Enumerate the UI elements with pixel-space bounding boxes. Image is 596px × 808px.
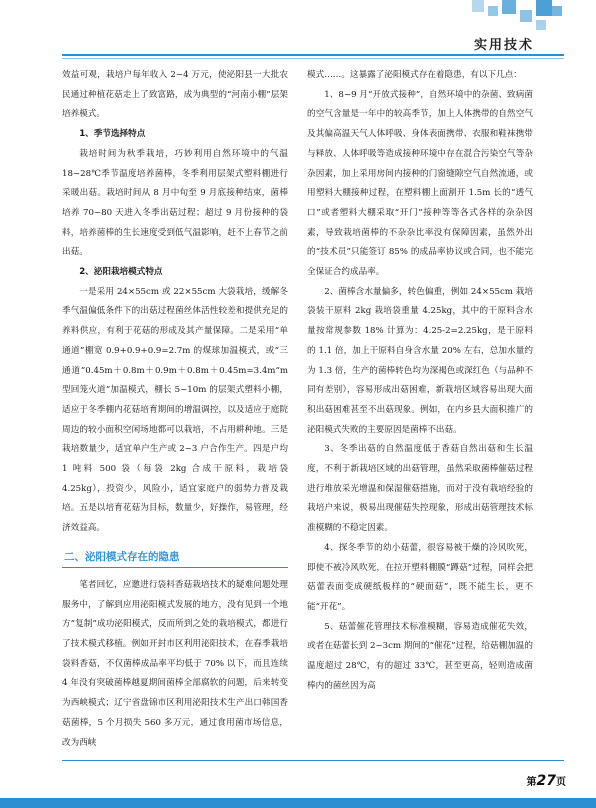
page-prefix: 第 bbox=[526, 777, 537, 788]
footer-divider bbox=[62, 760, 564, 761]
header-divider-thin bbox=[62, 58, 564, 59]
left-paragraph-3: 一是采用 24×55cm 或 22×55cm 大袋栽培，缓解冬季气温偏低条件下的出菇过程菌丝体活性较差和提供充足的养料供应，有利于花菇的形成及其产量保障。二是采用“单通道”棚宽 0.9+0.9+0.9=2.7m 的煤球加温模式，或“三通道”0.45m＋0.8m＋0.9m＋0.8m＋0.45m=3.4m“m 型回笼火道”加温模式，棚长 5~10m 的层架式塑料小棚，适应于冬季棚内花菇培育期间的增温调控，以及适应于庭院周边的较小面积空闲场地都可以栽培，不占用耕种地。三是栽培数量少，适宜单户生产或 2~3 户合作生产。四是户均 1 吨料 500 袋（每袋 2kg 合成干原料，栽培袋 4.25kg），投资少，风险小，适宜家庭户的弱势力普及栽培。五是以培育花菇为目标，数量少，好操作，易管理，经济效益高。 bbox=[62, 286, 288, 534]
header-decoration-squares bbox=[472, 0, 562, 36]
subheading-season: 1、季节选择特点 bbox=[79, 129, 146, 140]
right-column bbox=[307, 66, 533, 697]
right-paragraph-5: 4、探冬季节的幼小菇蕾，很容易被干燥的冷风吹死，即使不被冷风吹死，在拉开塑料棚膜“蹲菇”过程，同样会把菇蕾表面变成硬纸板样的“硬面菇”，既不能生长，更不能“开花”。 bbox=[307, 542, 533, 612]
left-column bbox=[62, 66, 288, 753]
page-number bbox=[527, 773, 566, 789]
header-divider bbox=[62, 54, 564, 56]
subheading-biyang-model: 2、泌阳栽培模式特点 bbox=[79, 267, 163, 278]
right-paragraph-4: 3、冬季出菇的自然温度低于香菇自然出菇和生长温度，不利于新栽培区域的出菇管理，虽然采取菌棒催菇过程进行堆放采光增温和保湿催菇措施，而对于没有栽培经验的栽培户来说，极易出现催菇失控现象，形成出菇管理技术标准模糊的不稳定因素。 bbox=[307, 444, 533, 534]
left-paragraph-2: 栽培时间为秋季栽培，巧妙利用自然环境中的气温 18~28℃季节温度培养菌棒，冬季利用层架式塑料棚进行采暖出菇。栽培时间从 8 月中旬至 9 月底接种结束，菌棒培养 70~80 天进入冬季出菇过程；超过 9 月份接种的袋料，培养菌棒的生长速度受到低气温影响，赶不上春节之前出菇。 bbox=[62, 148, 288, 258]
section-heading-hazards: 二、泌阳模式存在的隐患 bbox=[62, 547, 288, 568]
footer-bar bbox=[0, 798, 596, 808]
right-paragraph-3: 2、菌棒含水量偏多，转色偏重，例如 24×55cm 栽培袋装干原料 2kg 栽培袋重量 4.25kg，其中的干原料含水量按常规参数 18% 计算为：4.25-2=2.25kg，是干原料的 1.1 倍，加上干原料自身含水量 20% 左右，总加水量约为 1.3 倍，生产的菌棒转色均为深褐色或深红色（与品种不同有差别），容易形成出菇困难，新栽培区域容易出现大面积出菇困难甚至不出菇现象。例如，在内乡县大面积推广的泌阳模式失败的主要原因是菌棒不出菇。 bbox=[307, 286, 533, 435]
right-paragraph-6: 5、菇蕾催花管理技术标准模糊，容易造成催花失效，或者在菇蕾长到 2~3cm 期间的“催花”过程，给菇棚加温的温度超过 28℃，有的超过 33℃，甚至更高，轻则造成菌棒内的菌丝因为高 bbox=[307, 621, 533, 691]
right-paragraph-1: 模式……。这暴露了泌阳模式存在着隐患，有以下几点： bbox=[307, 70, 522, 80]
header-title: 实用技术 bbox=[473, 38, 534, 53]
page-number-value: 27 bbox=[536, 773, 556, 789]
right-paragraph-2: 1、8~9 月“开放式接种”，自然环境中的杂菌、致病菌的空气含量是一年中的较高季节，加上人体携带的自然空气及其偏高温天气人体呼吸、身体表面携带、衣服和鞋袜携带与释放、人体呼吸等造成接种环境中存在混合污染空气等杂杂因素，加上采用房间内接种的门窗缝隙空气自然流通，或用塑料大棚接种过程，在塑料棚上面割开 1.5m 长的“透气口”或者塑料大棚采取“开门”接种等等各式各样的杂杂因素，导致栽培菌棒的不杂杂比率没有保障因素，虽然外出的“技术员”只能签订 85% 的成品率协议或合同，也不能完全保证合约成品率。 bbox=[307, 89, 533, 278]
left-paragraph-1: 效益可观，栽培户每年收入 2~4 万元，使泌阳县一大批农民通过种植花菇走上了致富路，成为典型的“河南小棚”层架培养模式。 bbox=[62, 70, 288, 120]
page-suffix: 页 bbox=[556, 777, 566, 788]
left-paragraph-4: 笔者回忆，应邀进行袋料香菇栽培技术的疑难问题处理服务中，了解到应用泌阳模式发展的地方，没有见到一个地方“复制”成功泌阳模式，反而所到之处的栽培模式，都进行了技术模式移植。例如开封市区利用泌阳技术，在春季栽培袋料香菇，不仅菌棒成品率平均低于 70% 以下，而且连续 4 年没有突破菌棒越夏期间菌棒全部腐软的问题，后来转变为西峡模式；辽宁省盘锦市区利用泌阳技术生产出口韩国香菇菌棒，5 个月损失 560 多万元，通过食用菌市场信息，改为西峡 bbox=[62, 579, 288, 748]
